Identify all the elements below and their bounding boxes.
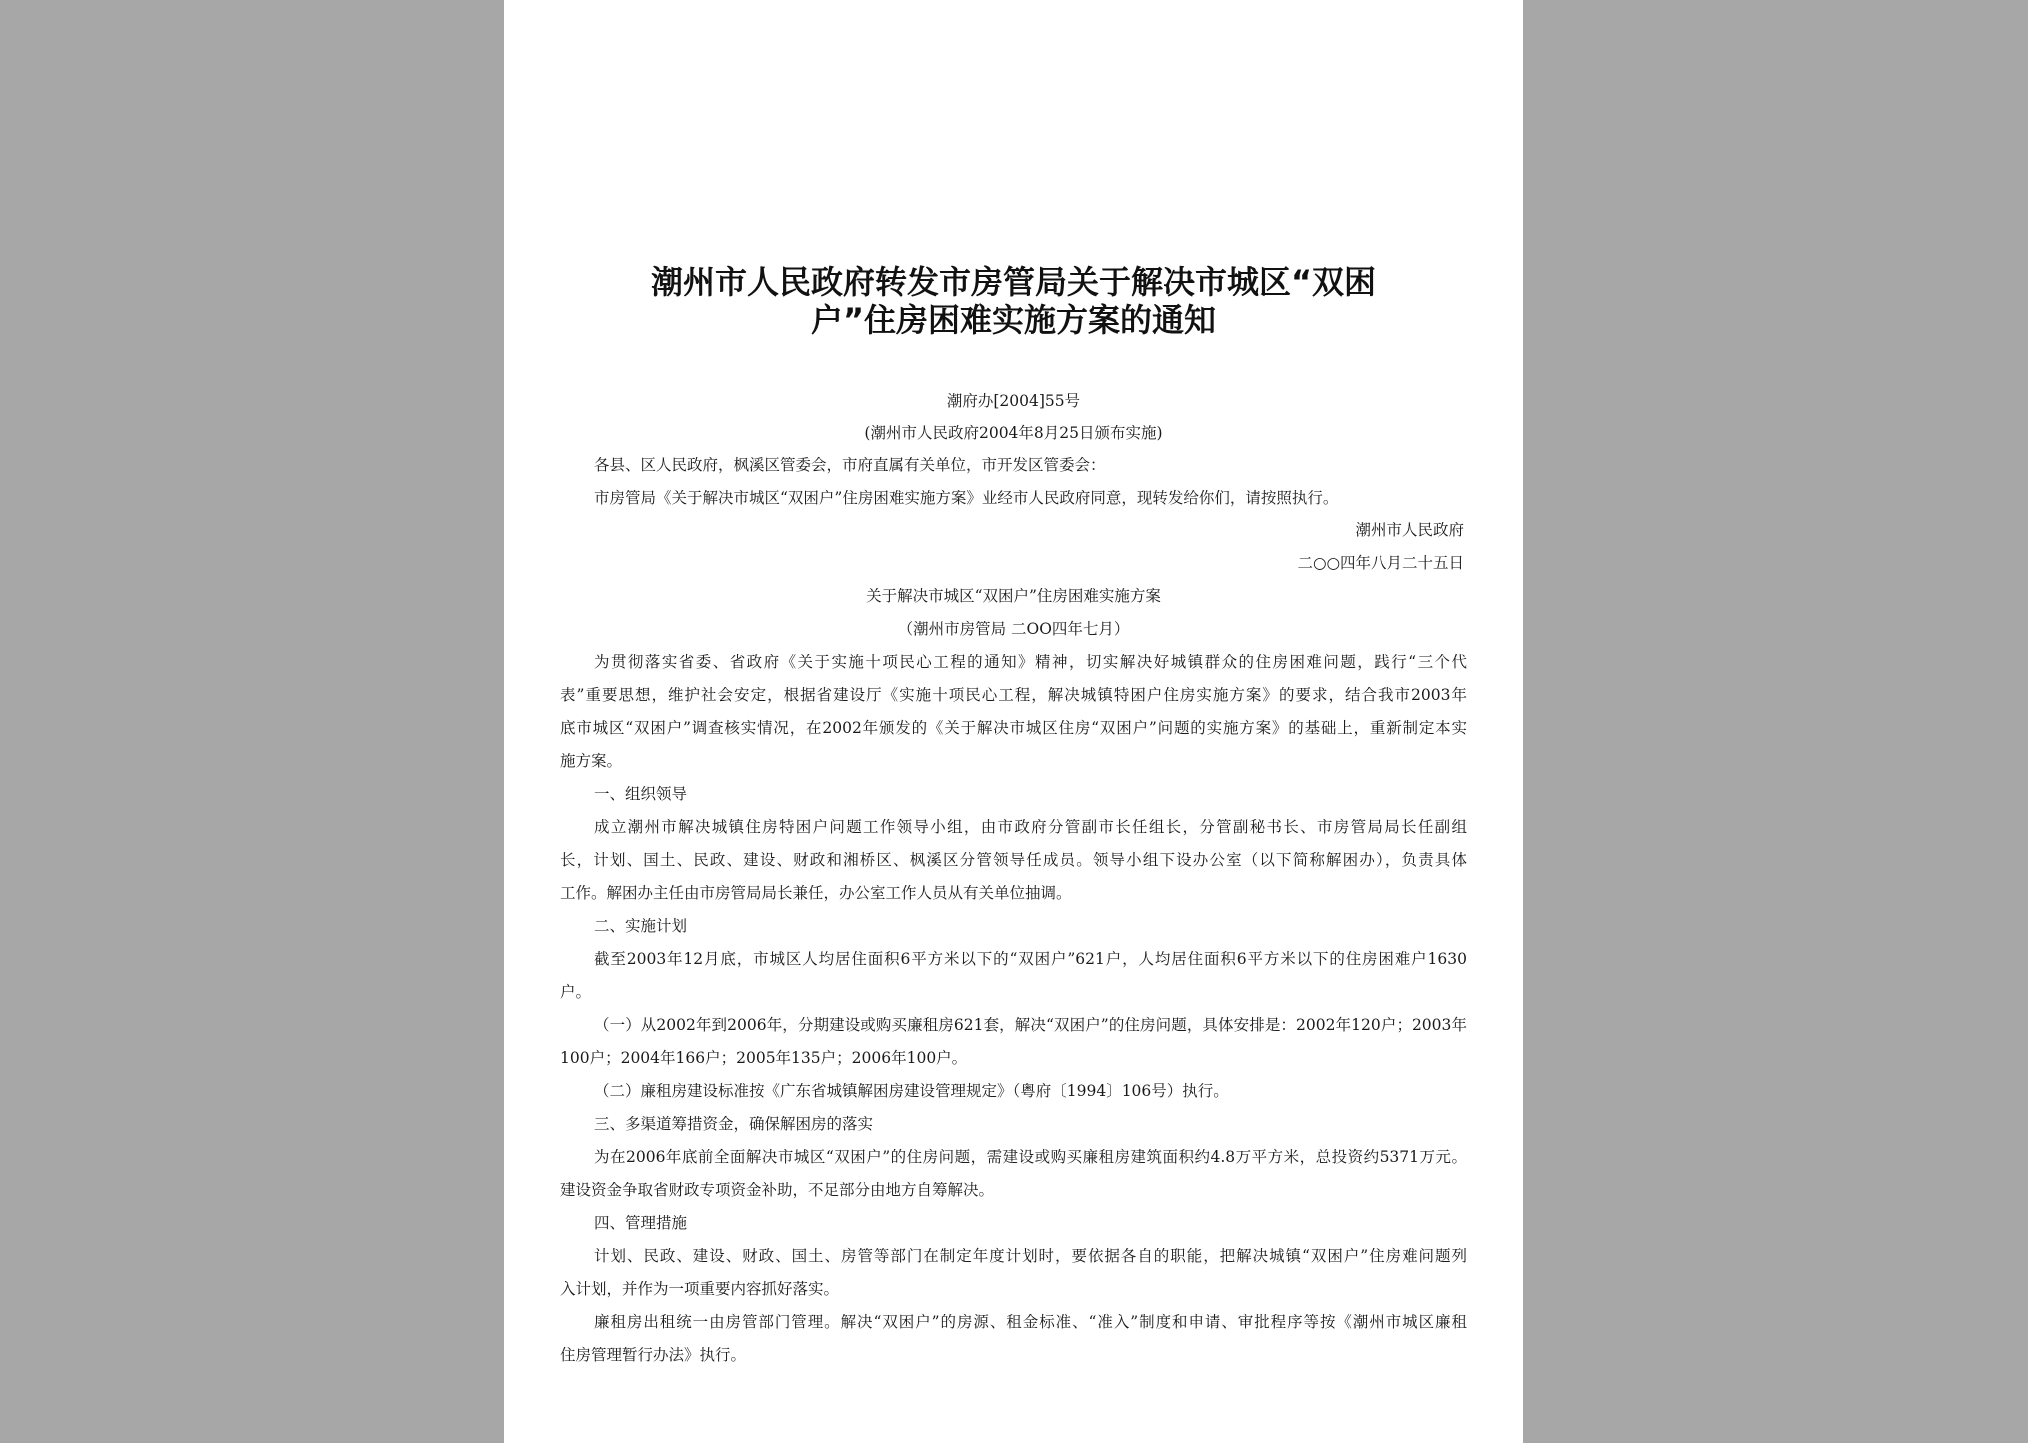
section3-line: 建设资金争取省财政专项资金补助，不足部分由地方自筹解决。 [560,1181,995,1199]
section1-line: 成立潮州市解决城镇住房特困户问题工作领导小组，由市政府分管副市长任组长，分管副秘书长、市房管局局长任副组 [594,818,1467,836]
section-heading-1: 一、组织领导 [594,785,688,803]
section4-line: 入计划，并作为一项重要内容抓好落实。 [560,1280,840,1298]
section-heading-3: 三、多渠道筹措资金，确保解困房的落实 [594,1115,874,1133]
issue-date: 二○○四年八月二十五日 [1297,554,1464,572]
section2-item-line: 100户；2004年166户；2005年135户；2006年100户。 [560,1049,968,1067]
section-heading-2: 二、实施计划 [594,917,688,935]
section2-line: 户。 [560,983,592,1001]
section2-item-line: （一）从2002年到2006年，分期建设或购买廉租房621套，解决“双困户”的住房问题，具体安排是：2002年120户；2003年 [594,1016,1467,1034]
section3-line: 为在2006年底前全面解决市城区“双困户”的住房问题，需建设或购买廉租房建筑面积约4.8万平方米，总投资约5371万元。 [594,1148,1467,1166]
section-heading-4: 四、管理措施 [594,1214,688,1232]
section1-line: 长，计划、国土、民政、建设、财政和湘桥区、枫溪区分管领导任成员。领导小组下设办公室（以下简称解困办），负责具体 [560,851,1467,869]
document-page [504,0,1523,1443]
section4-line: 住房管理暂行办法》执行。 [560,1346,747,1364]
plan-source: （潮州市房管局 二OO四年七月） [897,620,1130,638]
intro-line: 表”重要思想，维护社会安定，根据省建设厅《实施十项民心工程，解决城镇特困户住房实施方案》的要求，结合我市2003年 [560,686,1467,704]
addressee-line: 各县、区人民政府，枫溪区管委会，市府直属有关单位，市开发区管委会： [594,456,1106,474]
issuer-signature: 潮州市人民政府 [1355,521,1464,539]
section2-item-2: （二）廉租房建设标准按《广东省城镇解困房建设管理规定》（粤府〔1994〕106号）执行。 [594,1082,1229,1100]
section4-line: 廉租房出租统一由房管部门管理。解决“双困户”的房源、租金标准、“准入”制度和申请、审批程序等按《潮州市城区廉租 [594,1313,1467,1331]
plan-title: 关于解决市城区“双困户”住房困难实施方案 [866,587,1161,605]
document-title-line-1: 潮州市人民政府转发市房管局关于解决市城区“双困 [650,263,1377,301]
intro-line: 底市城区“双困户”调查核实情况，在2002年颁发的《关于解决市城区住房“双困户”问题的实施方案》的基础上，重新制定本实 [560,719,1467,737]
section4-line: 计划、民政、建设、财政、国土、房管等部门在制定年度计划时，要依据各自的职能，把解决城镇“双困户”住房难问题列 [594,1247,1467,1265]
intro-line: 为贯彻落实省委、省政府《关于实施十项民心工程的通知》精神，切实解决好城镇群众的住房困难问题，践行“三个代 [594,653,1467,671]
section1-line: 工作。解困办主任由市房管局局长兼任，办公室工作人员从有关单位抽调。 [560,884,1072,902]
section2-line: 截至2003年12月底，市城区人均居住面积6平方米以下的“双困户”621户，人均居住面积6平方米以下的住房困难户1630 [594,950,1467,968]
promulgation-note: (潮州市人民政府2004年8月25日颁布实施) [864,424,1163,442]
notice-body: 市房管局《关于解决市城区“双困户”住房困难实施方案》业经市人民政府同意，现转发给你们，请按照执行。 [594,489,1339,507]
document-title-line-2: 户”住房困难实施方案的通知 [810,301,1217,339]
document-number: 潮府办[2004]55号 [946,392,1081,410]
intro-line: 施方案。 [560,752,623,770]
